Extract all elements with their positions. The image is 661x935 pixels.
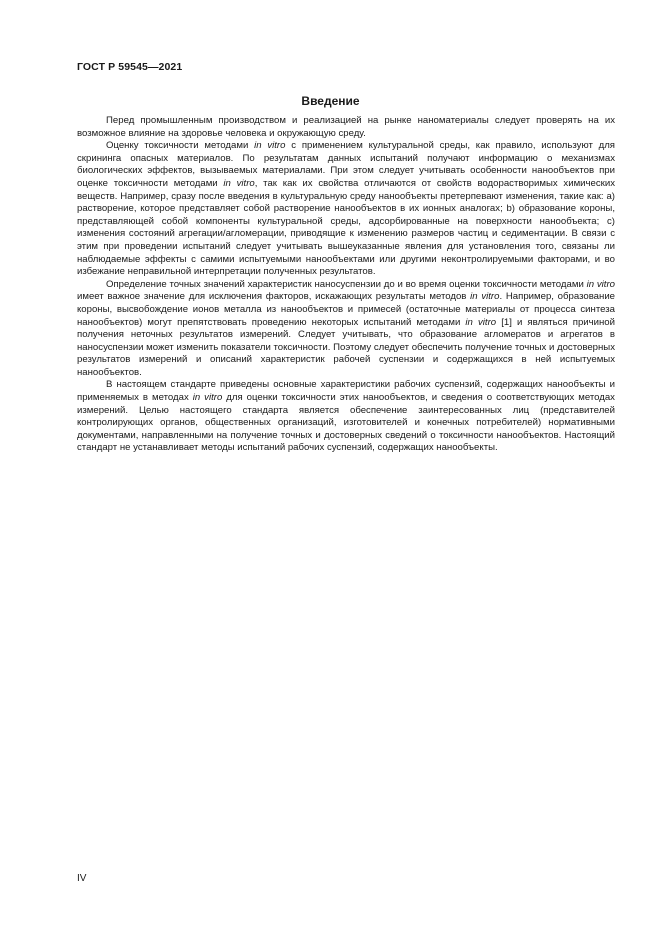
- document-code-header: ГОСТ Р 59545—2021: [77, 61, 183, 73]
- text-run: Перед промышленным производством и реализацией на рынке наноматериалы следует проверять на их возможное влияние на здоровье человека и окружающую среду.: [77, 115, 615, 139]
- text-run: , так как их свойства отличаются от свойств водорастворимых химических веществ. Например, сразу после введения в культуральную среду нанообъекты претерпевают изменения, такие как: а) растворение, которое представляет собой растворение нанообъектов в их ионных аналогах; b) образование короны, представляющей собой компоненты культуральной среды, адсорбированные на поверхности нанообъекта; с) изменения состояний агрегации/агломерации, приводящие к изменению размеров частиц и седиментации. В связи с этим при проведении испытаний следует учитывать вышеуказанные явления для установления того, связаны ли наблюдаемые эффекты с самими испытуемыми нанообъектами или другими неконтролируемыми факторами, и во избежание неправильной интерпретации полученных результатов.: [77, 177, 616, 278]
- paragraph: [77, 140, 615, 279]
- body-text: [77, 115, 615, 455]
- text-run: имеет важное значение для исключения факторов, искажающих результаты методов: [77, 291, 471, 303]
- italic-term: in vitro: [470, 291, 500, 303]
- italic-term: in vitro: [254, 140, 286, 152]
- text-run: Оценку токсичности методами: [106, 140, 255, 152]
- italic-term: in vitro: [586, 278, 615, 290]
- section-title: Введение: [301, 94, 360, 108]
- text-run: [1] и являться причиной получения неточных результатов измерений. Следует учитывать, что образование агломератов и агрегатов в наносуспензии может изменить показатели токсичности. Поэтому следует обеспечить получение точных и достоверных результатов измерений и описаний характеристик рабочей суспензии и содержащихся в ней испытуемых нанообъектов.: [77, 316, 615, 378]
- text-run: . Например, образование короны, высвобождение ионов металла из нанообъектов и примесей (остаточные материалы от процесса синтеза нанообъектов) могут препятствовать проведению некоторых испытаний методами: [77, 291, 616, 328]
- text-run: для оценки токсичности этих нанообъектов, и сведения о соответствующих методах измерений. Целью настоящего стандарта является обеспечение заинтересованных лиц (представителей контролирующих органов, общественных организаций, изготовителей и конечных потребителей) нормативными документами, направленными на получение точных и достоверных сведений о токсичности нанообъектов. Настоящий стандарт не устанавливает методы испытаний рабочих суспензий, содержащих нанообъекты.: [77, 392, 615, 454]
- paragraph: [77, 379, 615, 455]
- text-run: с применением культуральной среды, как правило, используют для скрининга опасных материалов. По результатам данных испытаний получают информацию о механизмах биологических эффектов, вызываемых материалами. При этом следует учитывать особенности нанообъектов при оценке токсичности методами: [77, 140, 615, 189]
- paragraph: [77, 115, 615, 140]
- italic-term: in vitro: [223, 177, 255, 189]
- text-run: Определение точных значений характеристик наносуспензии до и во время оценки токсичности методами: [106, 278, 587, 290]
- italic-term: in vitro: [192, 392, 223, 404]
- page-number: IV: [77, 873, 87, 884]
- text-run: В настоящем стандарте приведены основные характеристики рабочих суспензий, содержащих нанообъекты и применяемых в методах: [77, 379, 615, 404]
- paragraph: [77, 279, 615, 380]
- italic-term: in vitro: [465, 316, 497, 328]
